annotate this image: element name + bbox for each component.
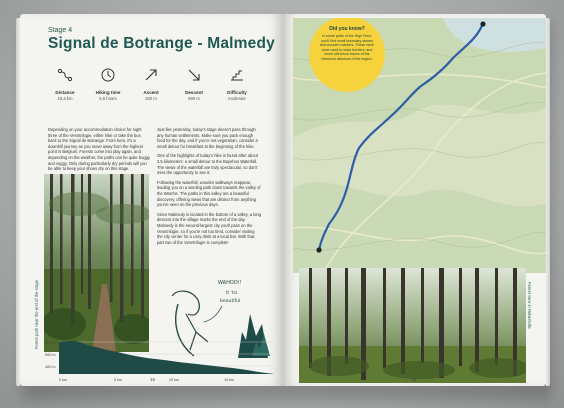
right-page-edge	[546, 18, 550, 386]
did-you-know-text: In some parts of the High Fens, you'll find small boundary stones and wooden markers. These were once used to mark borders, and some still show traces of the historical divisions of the region.	[319, 34, 375, 61]
profile-x-label-0: 0 km	[59, 378, 67, 382]
did-you-know-title: Did you know?	[329, 26, 365, 32]
open-guidebook	[16, 14, 550, 392]
stat-distance: Distance 19,4 km	[44, 67, 86, 113]
profile-x-label-5: 5 km	[114, 378, 122, 382]
right-photo-caption: Forest view in Robertville	[527, 282, 532, 329]
profile-y-label-400: 400 m	[45, 365, 56, 369]
stat-difficulty: Difficulty moderate	[216, 67, 258, 113]
stage-stats	[44, 67, 258, 113]
stat-hiking-time: Hiking time 6,5 hours	[87, 67, 129, 113]
right-page	[283, 14, 546, 386]
descent-arrow-icon	[186, 67, 202, 83]
stage-title: Signal de Botrange - Malmedy	[48, 35, 275, 52]
profile-y-label-500: 500 m	[45, 353, 56, 357]
right-page-number: 19	[411, 377, 417, 382]
sketch-text-2: It 'tis	[226, 291, 238, 296]
ascent-arrow-icon	[143, 67, 159, 83]
profile-y-label-600: 600 m	[45, 341, 56, 345]
text-column-1: Depending on your accommodation choice for night three of the Venntrilogie, either hike or take the bus back to the Signal de Botrange. From here, it's a downhill journey as you move away from the highest point in Belgium. Forests come into play again, and depending on the weather, the paths can be quite boggy and soggy. Only during particularly dry periods will you be able to keep your shoes dry on this stage.	[48, 127, 150, 172]
clock-icon	[100, 67, 116, 83]
profile-x-label-15: 15 km	[224, 378, 234, 382]
elevation-profile	[45, 338, 273, 382]
sketch-text-3: beautiful	[220, 299, 241, 304]
stat-ascent: Ascent 260 m	[130, 67, 172, 113]
did-you-know-box	[309, 18, 385, 92]
stat-descent: Descent 690 m	[173, 67, 215, 113]
text-column-2: Just like yesterday, today's stage doesn't pass through any human settlements. Make sure you pack enough food for the day, and if you're not vegetarian, consider a small detour for breakfast at the beginning of the hike. One of the highlights of today's hike is found after about 3.5 kilometers: a small detour to the Bayehon Waterfall. The views of the waterfall are truly spectacular, so don't miss the opportunity to see it. Following the waterfall, wooden walkways reappear, leading you on a winding path down towards the valley of the Warche. The paths in this valley are a beautiful discovery, offering views that are distinct from anything you've seen on the previous days. Since Malmedy is located in the bottom of a valley, a long descent into the village marks the end of the day. Malmedy is the second-largest city you'll pass on the Venntrilogie, so if you're not too tired, consider visiting the city center for a cosy drink at a local bar. With that, part two of the Venntrilogie is complete!	[157, 127, 261, 245]
sketch-text-1: WAHOO!!	[218, 280, 242, 286]
forest-view-photo	[299, 268, 526, 383]
left-page-number: 16	[150, 377, 156, 382]
route-icon	[57, 67, 73, 83]
forest-path-photo	[44, 174, 149, 352]
profile-x-label-10: 10 km	[169, 378, 179, 382]
left-page	[20, 14, 283, 386]
route-start-marker	[480, 21, 485, 26]
left-photo-caption: Forest path near the end of the stage	[34, 280, 39, 349]
difficulty-icon	[229, 67, 245, 83]
route-map	[293, 18, 546, 273]
stage-label: Stage 4	[48, 27, 73, 34]
route-end-marker	[316, 247, 321, 252]
